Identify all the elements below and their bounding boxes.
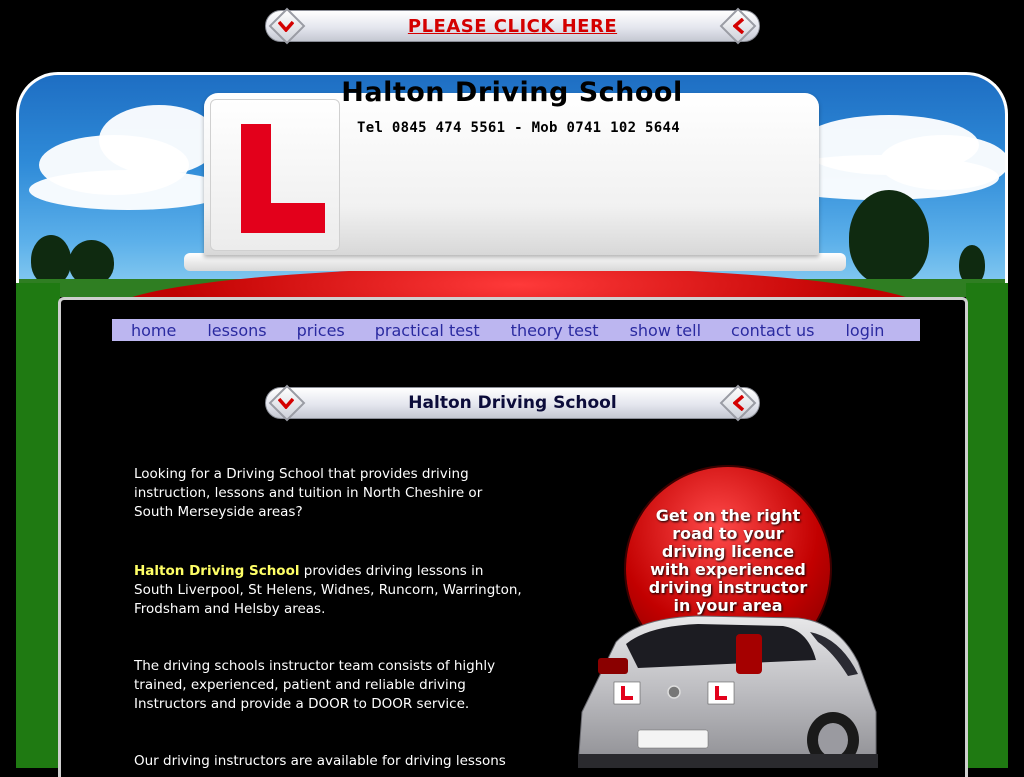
- promo-line: in your area: [673, 596, 783, 615]
- side-grass-left: [16, 283, 60, 768]
- learner-plate-icon: [210, 99, 340, 251]
- site-title: Halton Driving School: [341, 77, 683, 108]
- car-roof: [109, 267, 929, 297]
- please-click-here-link[interactable]: PLEASE CLICK HERE: [407, 15, 618, 37]
- cloud: [29, 170, 229, 210]
- areas-text: provides driving lessons in South Liverpool, St Helens, Widnes, Runcorn, Warrington, Frodsham and Helsby areas.: [134, 563, 522, 617]
- promo-text: [626, 507, 830, 615]
- promo-line: with experienced: [650, 560, 806, 579]
- promo-line: driving licence: [661, 542, 795, 561]
- main-nav: [112, 319, 920, 341]
- promo-line: road to your: [672, 524, 784, 543]
- nav-practical-test[interactable]: practical test: [374, 320, 480, 340]
- site-phone: Tel 0845 474 5561 - Mob 0741 102 5644: [357, 120, 680, 136]
- team-paragraph: The driving schools instructor team consists of highly trained, experienced, patient and reliable driving Instructors and provide a DOOR to DOOR service.: [134, 658, 496, 712]
- nav-login[interactable]: login: [845, 320, 885, 340]
- nav-prices[interactable]: prices: [296, 320, 345, 340]
- sign-base: [184, 253, 846, 271]
- tree: [31, 235, 71, 285]
- learner-car-image: [578, 612, 878, 768]
- nav-show-tell[interactable]: show tell: [629, 320, 702, 340]
- availability-paragraph: Our driving instructors are available for driving lessons: [134, 753, 506, 769]
- section-heading: Halton Driving School: [408, 393, 617, 413]
- tree: [849, 190, 929, 285]
- promo-line: driving instructor: [648, 578, 808, 597]
- header-scene: [16, 72, 1008, 297]
- cloud: [99, 105, 219, 175]
- nav-theory-test[interactable]: theory test: [510, 320, 599, 340]
- nav-contact-us[interactable]: contact us: [731, 320, 815, 340]
- section-heading-banner: [265, 387, 760, 419]
- nav-lessons[interactable]: lessons: [207, 320, 267, 340]
- top-click-banner[interactable]: [265, 10, 760, 42]
- roof-sign: [204, 93, 819, 255]
- school-name-highlight: Halton Driving School: [134, 563, 300, 579]
- areas-paragraph: [134, 562, 524, 619]
- promo-line: Get on the right: [655, 506, 801, 525]
- cloud: [879, 135, 1008, 190]
- intro-paragraph: Looking for a Driving School that provides driving instruction, lessons and tuition in North Cheshire or South Merseyside areas?: [134, 466, 483, 520]
- side-grass-right: [966, 283, 1008, 768]
- nav-home[interactable]: home: [131, 320, 177, 340]
